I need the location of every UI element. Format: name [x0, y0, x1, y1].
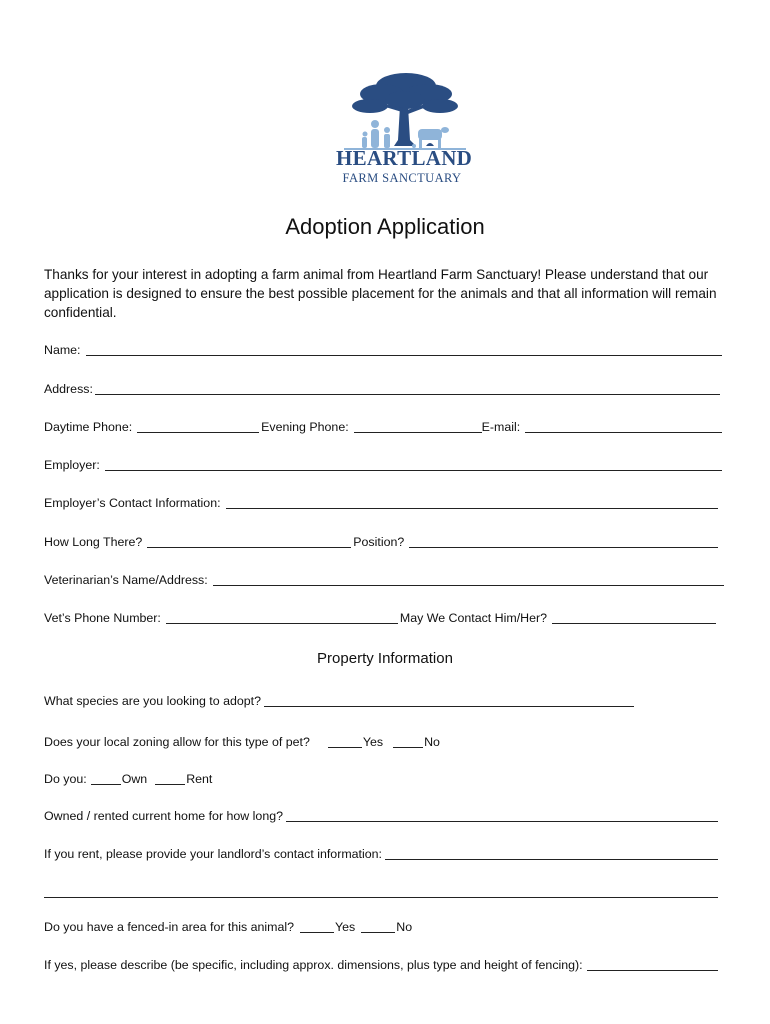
species-field[interactable]	[264, 693, 634, 707]
how-long-label: How Long There?	[44, 535, 143, 549]
zoning-label: Does your local zoning allow for this type of pet?	[44, 735, 310, 749]
name-field[interactable]	[86, 342, 723, 356]
zoning-yes-blank[interactable]	[328, 734, 362, 748]
vet-name-row	[44, 568, 726, 588]
vet-phone-row	[44, 606, 718, 626]
logo-name-line1: HEARTLAND	[336, 146, 473, 170]
employer-label: Employer:	[44, 458, 100, 472]
email-label: E-mail:	[481, 420, 521, 434]
position-label: Position?	[353, 535, 405, 549]
employer-field[interactable]	[105, 457, 722, 471]
fenced-row	[44, 915, 412, 935]
daytime-phone-field[interactable]	[137, 419, 259, 433]
name-label: Name:	[44, 343, 81, 357]
page-title: Adoption Application	[285, 214, 485, 239]
landlord-row	[44, 842, 720, 862]
home-duration-label: Owned / rented current home for how long?	[44, 809, 283, 823]
address-row	[44, 377, 722, 397]
animals-icon	[412, 127, 449, 148]
landlord-continued-row	[44, 880, 720, 900]
address-label: Address:	[44, 382, 93, 396]
employer-row	[44, 453, 724, 473]
how-long-field[interactable]	[147, 534, 351, 548]
zoning-row	[44, 730, 440, 750]
evening-phone-field[interactable]	[354, 419, 482, 433]
own-rent-row	[44, 767, 212, 787]
name-row	[44, 338, 724, 358]
fenced-no-label: No	[396, 920, 413, 934]
home-duration-row	[44, 804, 720, 824]
fenced-no-blank[interactable]	[361, 919, 395, 933]
logo-name-line2: FARM SANCTUARY	[342, 171, 462, 185]
intro-paragraph: Thanks for your interest in adopting a farm animal from Heartland Farm Sanctuary! Please understand that our application is designed to ensure the best possible placement for the animals and that all information will remain confidential.	[44, 267, 717, 320]
fence-description-label: If yes, please describe (be specific, including approx. dimensions, plus type and height of fencing):	[44, 958, 583, 972]
zoning-no-label: No	[424, 735, 440, 749]
vet-phone-field[interactable]	[166, 610, 398, 624]
section-heading-property: Property Information	[317, 650, 453, 667]
may-contact-field[interactable]	[552, 610, 716, 624]
employer-contact-label: Employer’s Contact Information:	[44, 496, 221, 510]
vet-name-label: Veterinarian’s Name/Address:	[44, 573, 208, 587]
do-you-label: Do you:	[44, 772, 87, 786]
species-row	[44, 689, 636, 709]
zoning-no-blank[interactable]	[393, 734, 423, 748]
vet-name-field[interactable]	[213, 572, 724, 586]
evening-phone-label: Evening Phone:	[261, 420, 349, 434]
phone-row	[44, 415, 724, 435]
email-field[interactable]	[525, 419, 722, 433]
home-duration-field[interactable]	[286, 808, 718, 822]
rent-blank[interactable]	[155, 771, 185, 785]
fence-description-field[interactable]	[587, 957, 718, 971]
employer-contact-row	[44, 491, 720, 511]
fenced-yes-label: Yes	[335, 920, 356, 934]
fenced-label: Do you have a fenced-in area for this animal?	[44, 920, 295, 934]
fence-description-row	[44, 953, 720, 973]
own-label: Own	[121, 772, 148, 786]
employer-contact-field[interactable]	[226, 495, 718, 509]
species-label: What species are you looking to adopt?	[44, 694, 261, 708]
vet-phone-label: Vet’s Phone Number:	[44, 611, 161, 625]
landlord-field[interactable]	[385, 846, 718, 860]
own-blank[interactable]	[91, 771, 121, 785]
may-contact-label: May We Contact Him/Her?	[399, 611, 547, 625]
position-field[interactable]	[409, 534, 718, 548]
landlord-field-continued[interactable]	[44, 884, 718, 898]
zoning-yes-label: Yes	[362, 735, 384, 749]
landlord-label: If you rent, please provide your landlord’s contact information:	[44, 847, 382, 861]
address-field[interactable]	[95, 381, 720, 395]
people-icon	[362, 120, 390, 148]
rent-label: Rent	[186, 772, 213, 786]
daytime-phone-label: Daytime Phone:	[44, 420, 133, 434]
fenced-yes-blank[interactable]	[300, 919, 334, 933]
tree-icon	[352, 73, 458, 146]
how-long-row	[44, 530, 720, 550]
